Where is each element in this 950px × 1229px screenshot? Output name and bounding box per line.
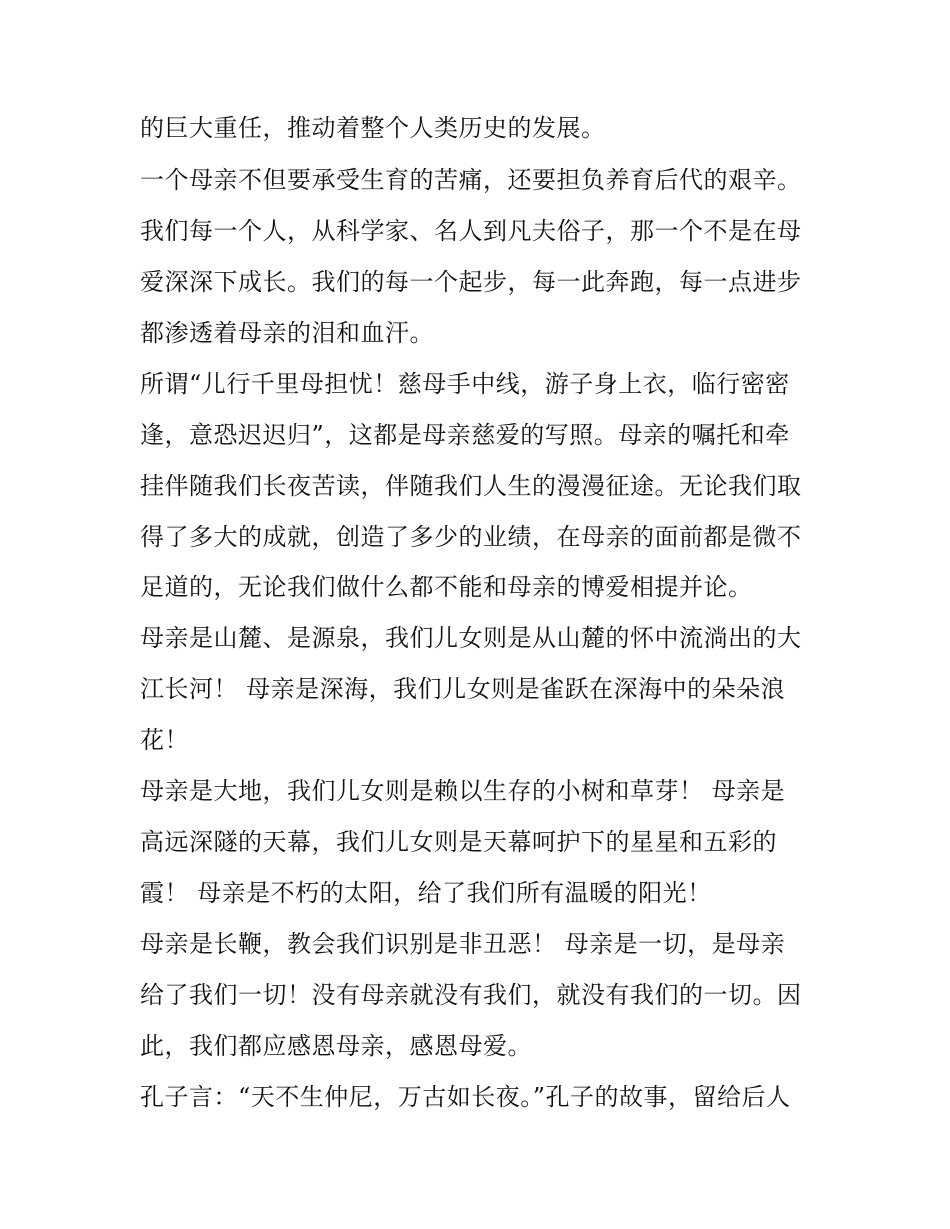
text-line: 逢，意恐迟迟归”，这都是母亲慈爱的写照。母亲的嘱托和牵 (140, 421, 790, 449)
text-line: 江长河！ 母亲是深海，我们儿女则是雀跃在深海中的朵朵浪 (140, 675, 786, 703)
text-line: 都渗透着母亲的泪和血汗。 (140, 319, 434, 347)
text-line: 给了我们一切！没有母亲就没有我们，就没有我们的一切。因 (140, 981, 802, 1009)
text-line: 母亲是长鞭，教会我们识别是非丑恶！ 母亲是一切，是母亲 (140, 930, 786, 958)
text-line: 母亲是山麓、是源泉，我们儿女则是从山麓的怀中流淌出的大 (140, 624, 802, 652)
text-line: 一个母亲不但要承受生育的苦痛，还要担负养育后代的艰辛。 (140, 166, 802, 194)
text-line: 挂伴随我们长夜苦读，伴随我们人生的漫漫征途。无论我们取 (140, 472, 802, 500)
text-line: 足道的，无论我们做什么都不能和母亲的博爱相提并论。 (140, 573, 753, 601)
text-line: 我们每一个人，从科学家、名人到凡夫俗子，那一个不是在母 (140, 217, 802, 245)
text-line: 此，我们都应感恩母亲，感恩母爱。 (140, 1032, 532, 1060)
text-line: 的巨大重任，推动着整个人类历史的发展。 (140, 114, 606, 142)
text-line: 爱深深下成长。我们的每一个起步，每一此奔跑，每一点进步 (140, 268, 802, 296)
text-line: 所谓“儿行千里母担忧！慈母手中线，游子身上衣，临行密密 (140, 370, 790, 398)
text-line: 母亲是大地，我们儿女则是赖以生存的小树和草芽！ 母亲是 (140, 777, 786, 805)
text-line: 高远深隧的天幕，我们儿女则是天幕呵护下的星星和五彩的 (140, 828, 777, 856)
text-line: 霞！ 母亲是不朽的太阳，给了我们所有温暖的阳光！ (140, 879, 712, 907)
text-line: 得了多大的成就，创造了多少的业绩，在母亲的面前都是微不 (140, 523, 802, 551)
text-line: 孔子言：“天不生仲尼，万古如长夜。”孔子的故事，留给后人 (140, 1083, 791, 1111)
text-line: 花！ (140, 726, 189, 754)
